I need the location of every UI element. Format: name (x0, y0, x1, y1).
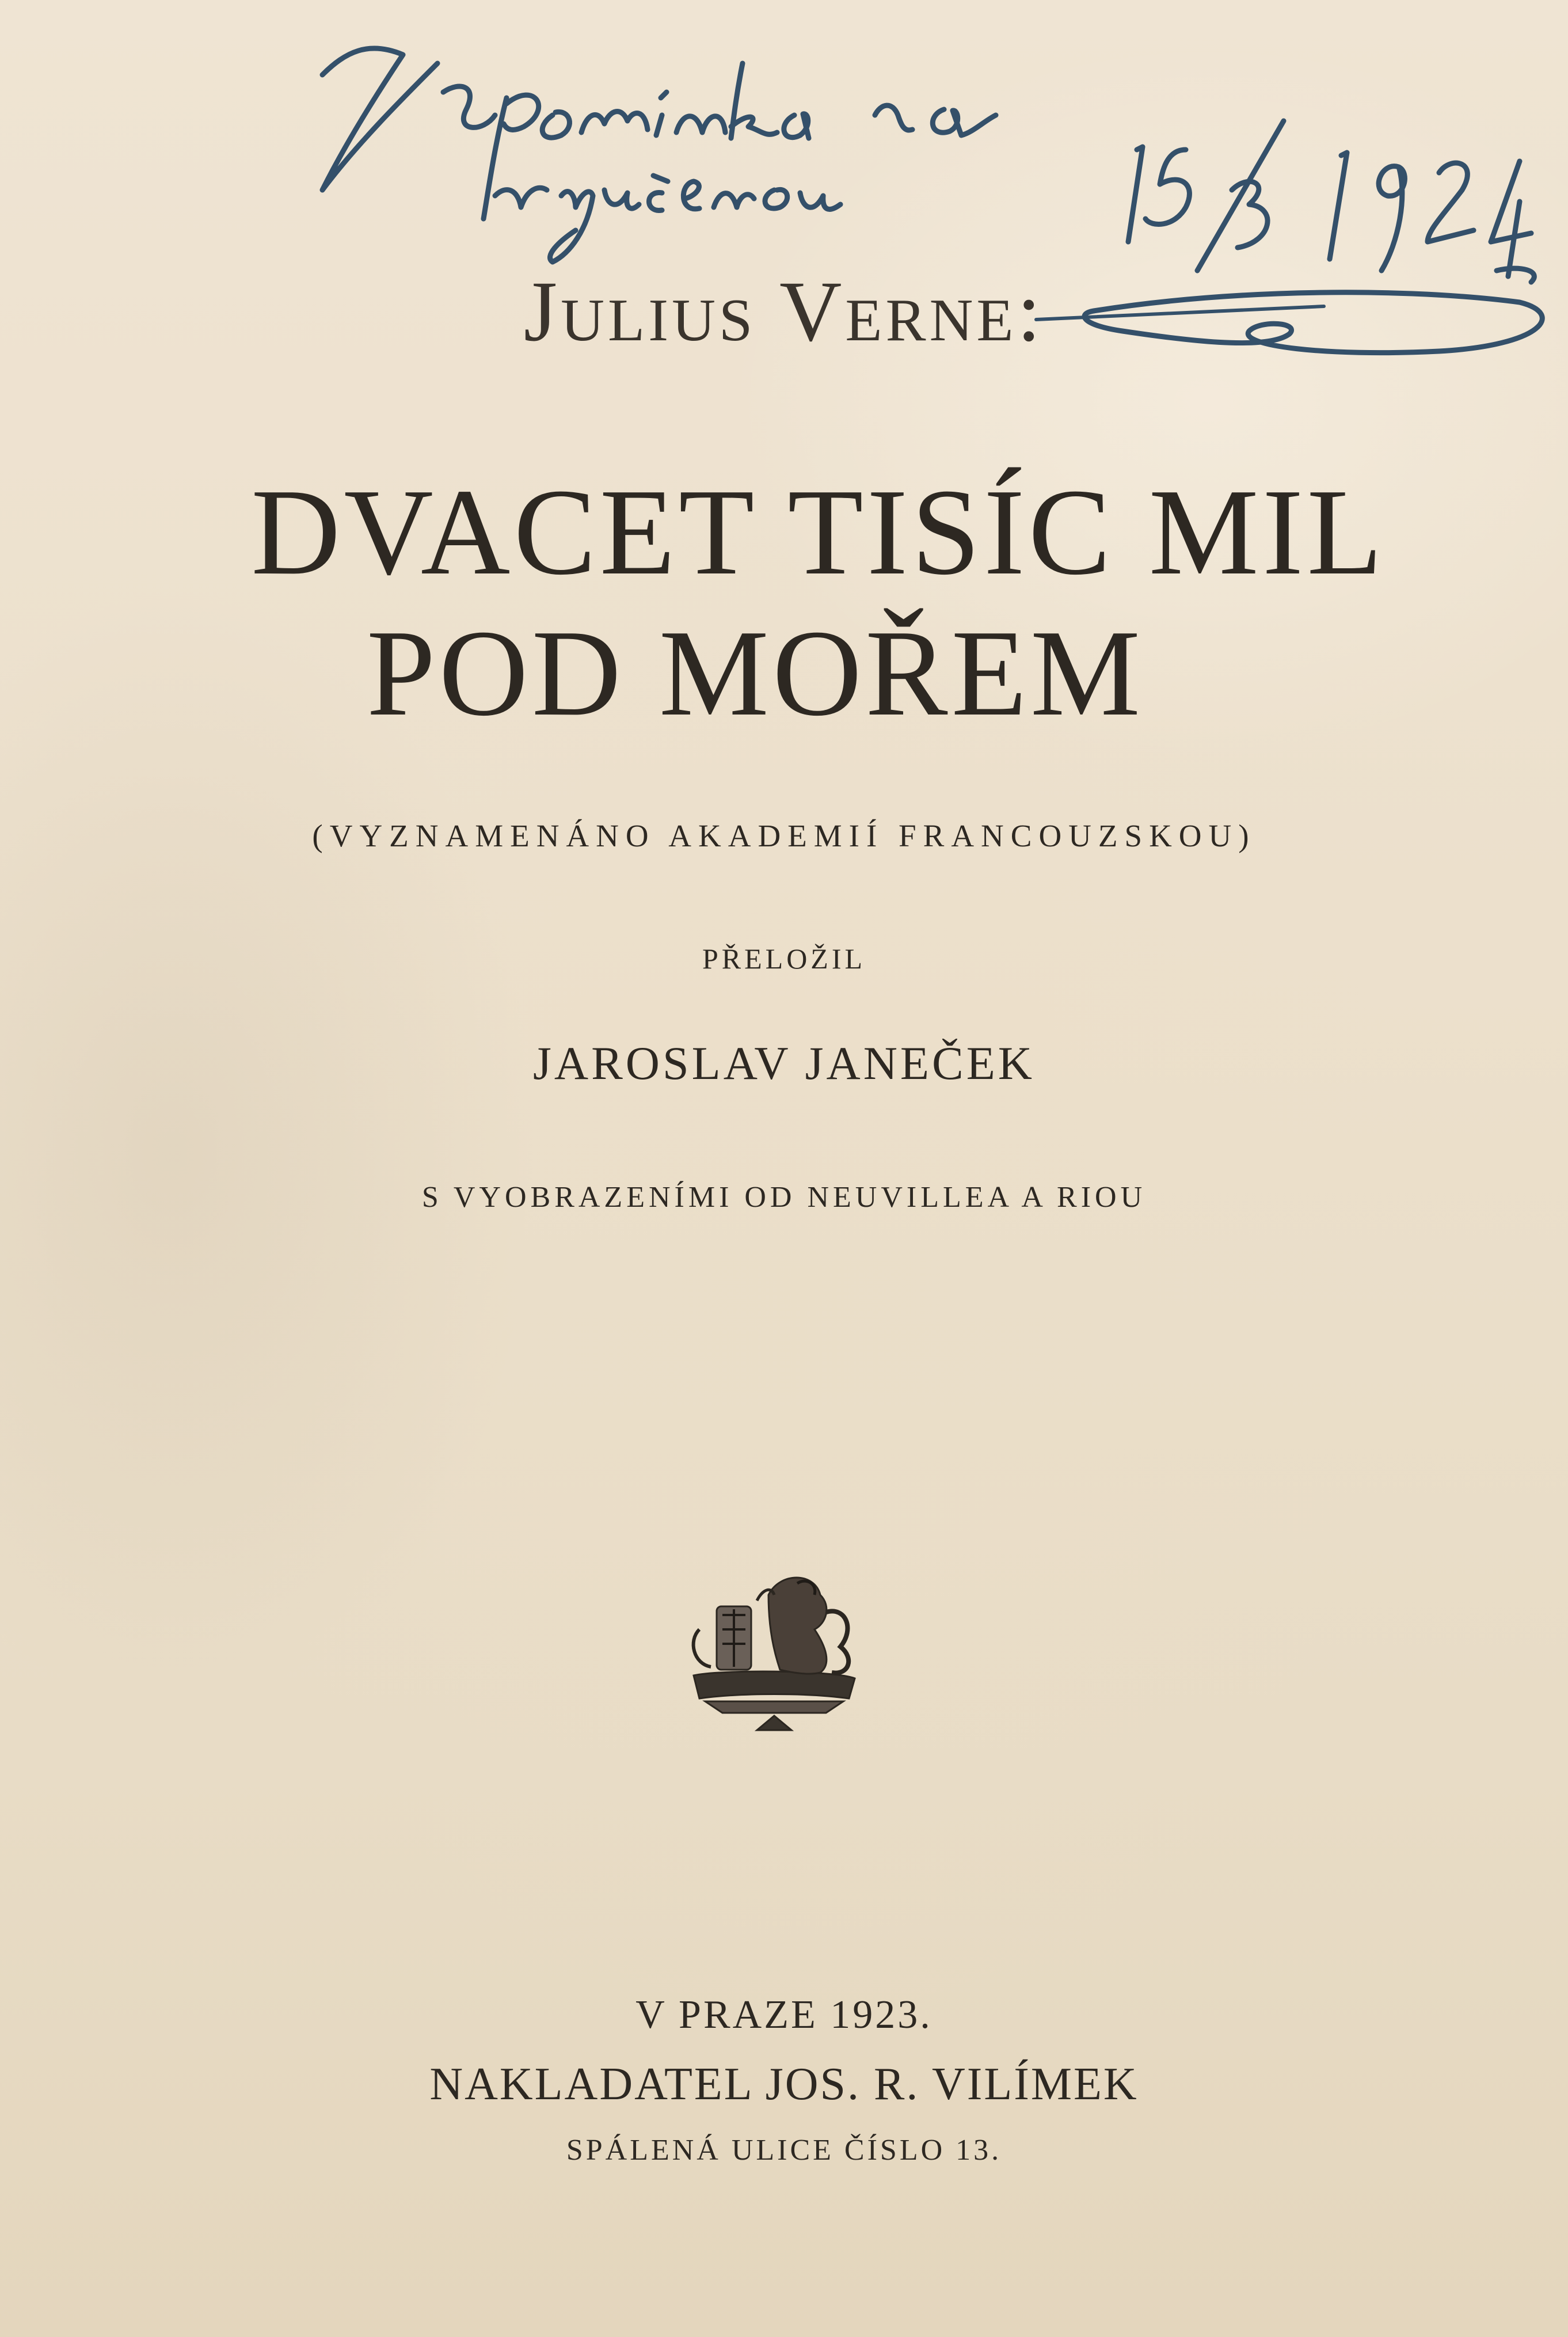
award-note: (VYZNAMENÁNO AKADEMIÍ FRANCOUZSKOU) (312, 818, 1256, 853)
illustrations-credit: S VYOBRAZENÍMI OD NEUVILLEA A RIOU (421, 1181, 1147, 1214)
publisher-address: SPÁLENÁ ULICE ČÍSLO 13. (566, 2134, 1002, 2167)
heraldic-lion-emblem-icon (682, 1560, 866, 1733)
book-title-line-2: POD MOŘEM (366, 604, 1144, 742)
place-and-year: V PRAZE 1923. (635, 1993, 933, 2037)
translated-by-label: PŘELOŽIL (702, 943, 866, 975)
book-title-line-1: DVACET TISÍC MIL (251, 463, 1386, 601)
publisher-name: NAKLADATEL JOS. R. VILÍMEK (429, 2059, 1139, 2110)
translator-name: JAROSLAV JANEČEK (532, 1037, 1036, 1089)
author-name: Julius Verne: (523, 264, 1045, 359)
